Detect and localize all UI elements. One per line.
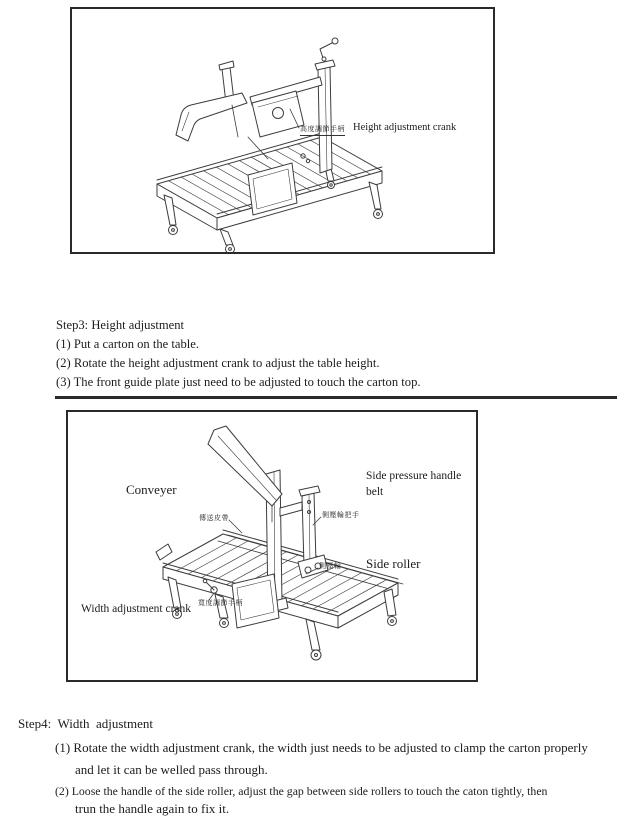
machine-drawing-width-adjustment [68, 412, 476, 680]
figure-box-width-adjustment [66, 410, 478, 682]
step3-item-2: (2) Rotate the height adjustment crank to adjust the table height. [56, 356, 380, 370]
section-divider [55, 396, 617, 399]
side-roller-handle-label-zh: 側壓輪把手 [322, 511, 360, 519]
step3-item-1: (1) Put a carton on the table. [56, 337, 200, 351]
width-crank-label-en: Width adjustment crank [81, 603, 192, 615]
height-crank-label-en: Height adjustment crank [353, 122, 457, 133]
step4-item2-line1: (2) Loose the handle of the side roller, adjust the gap between side rollers to touch the caton tightly, then [55, 784, 548, 798]
height-crank-label-zh: 高度調節手柄 [300, 124, 345, 136]
width-crank-label-zh: 寬度調節手柄 [198, 599, 243, 607]
step4-item1-line1: (1) Rotate the width adjustment crank, the width just needs to be adjusted to clamp the carton properly [55, 740, 588, 755]
side-pressure-handle-belt-label: Side pressure handle belt [366, 470, 462, 498]
step4-heading: Step4: Width adjustment [18, 716, 154, 731]
step4-item2-line2: trun the handle again to fix it. [75, 801, 230, 816]
conveyer-label: Conveyer [126, 482, 177, 497]
belt-label-zh: 傳送皮帶 [199, 514, 229, 522]
figure-box-height-adjustment [70, 7, 495, 254]
side-roller-label-en: Side roller [366, 556, 421, 571]
step3-heading: Step3: Height adjustment [56, 318, 185, 332]
step4-item1-line2: and let it can be welled pass through. [75, 762, 268, 777]
side-roller-label-zh: 側壓輪 [319, 562, 342, 570]
step3-item-3: (3) The front guide plate just need to be adjusted to touch the carton top. [56, 375, 421, 389]
